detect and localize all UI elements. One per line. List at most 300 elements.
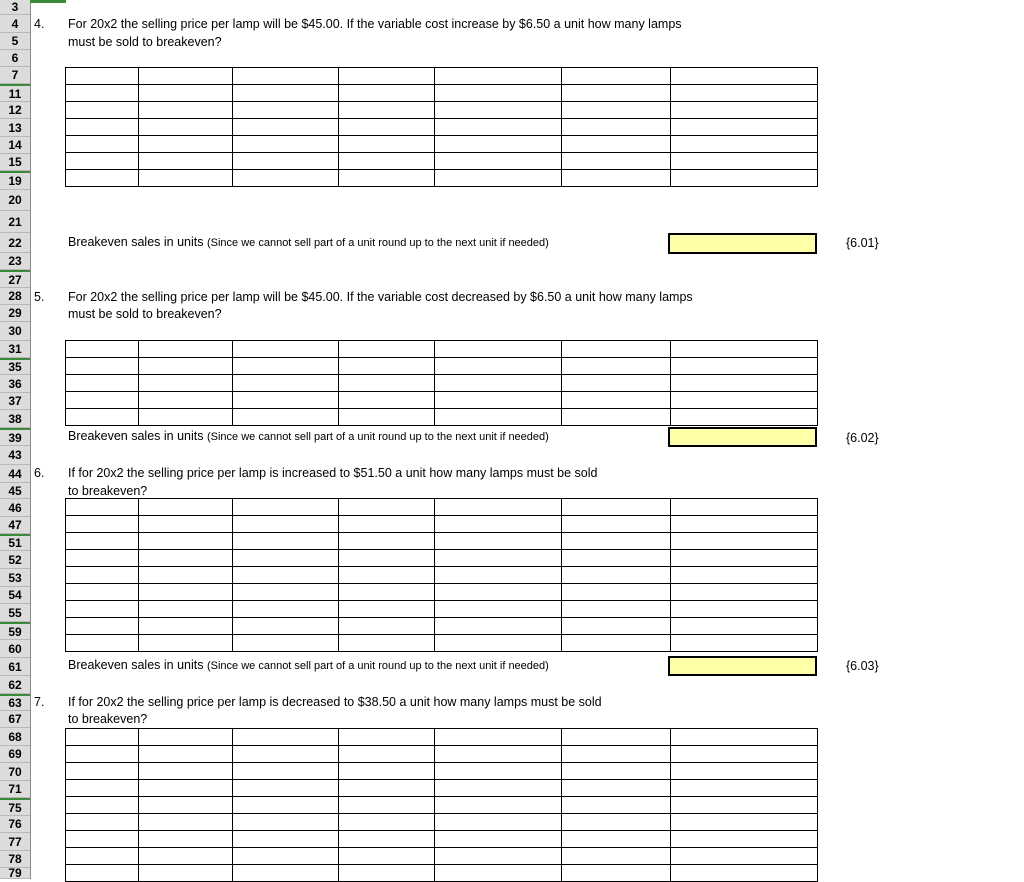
table-row (66, 780, 818, 797)
question-text: If for 20x2 the selling price per lamp is increased to $51.50 a unit how many lamps must be sold (68, 466, 598, 480)
grid-cell[interactable] (233, 136, 339, 153)
grid-cell[interactable] (562, 618, 671, 635)
grid-cell[interactable] (339, 499, 435, 516)
grid-cell[interactable] (562, 375, 671, 392)
grid-cell[interactable] (435, 153, 562, 170)
answer-cell[interactable] (668, 427, 817, 447)
grid-cell[interactable] (339, 358, 435, 375)
grid-cell[interactable] (339, 601, 435, 618)
grid-cell[interactable] (233, 729, 339, 746)
grid-cell[interactable] (435, 797, 562, 814)
grid-cell[interactable] (435, 341, 562, 358)
grid-cell[interactable] (339, 533, 435, 550)
grid-cell[interactable] (66, 729, 139, 746)
grid-cell[interactable] (671, 831, 818, 848)
grid-cell[interactable] (233, 797, 339, 814)
grid-cell[interactable] (139, 567, 233, 584)
grid-cell[interactable] (562, 153, 671, 170)
grid-cell[interactable] (671, 848, 818, 865)
grid-cell[interactable] (671, 516, 818, 533)
work-grid[interactable] (65, 340, 818, 426)
grid-cell[interactable] (139, 409, 233, 426)
grid-cell[interactable] (139, 746, 233, 763)
row-header[interactable]: 21 (0, 211, 30, 233)
grid-cell[interactable] (139, 763, 233, 780)
grid-cell[interactable] (671, 358, 818, 375)
grid-cell[interactable] (562, 533, 671, 550)
grid-cell[interactable] (66, 358, 139, 375)
table-row (66, 153, 818, 170)
grid-cell[interactable] (339, 102, 435, 119)
row-header[interactable]: 31 (0, 341, 30, 358)
work-grid[interactable] (65, 498, 818, 652)
grid-cell[interactable] (435, 814, 562, 831)
grid-cell[interactable] (339, 814, 435, 831)
grid-cell[interactable] (339, 153, 435, 170)
grid-cell[interactable] (66, 136, 139, 153)
grid-cell[interactable] (671, 102, 818, 119)
grid-cell[interactable] (233, 358, 339, 375)
grid-cell[interactable] (66, 550, 139, 567)
row-header[interactable]: 46 (0, 499, 30, 517)
row-header[interactable]: 23 (0, 253, 30, 270)
row-header[interactable]: 68 (0, 728, 30, 746)
grid-cell[interactable] (233, 68, 339, 85)
grid-cell[interactable] (671, 763, 818, 780)
row-header[interactable]: 37 (0, 393, 30, 410)
grid-cell[interactable] (233, 341, 339, 358)
grid-cell[interactable] (339, 797, 435, 814)
grid-cell[interactable] (435, 358, 562, 375)
grid-cell[interactable] (671, 746, 818, 763)
table-row (66, 848, 818, 865)
grid-cell[interactable] (339, 746, 435, 763)
grid-cell[interactable] (435, 499, 562, 516)
question-number: 7. (34, 695, 45, 709)
grid-cell[interactable] (66, 516, 139, 533)
grid-cell[interactable] (339, 392, 435, 409)
grid-cell[interactable] (339, 85, 435, 102)
grid-cell[interactable] (435, 729, 562, 746)
row-header[interactable]: 71 (0, 781, 30, 798)
row-header[interactable]: 13 (0, 119, 30, 137)
row-header[interactable]: 77 (0, 833, 30, 851)
grid-cell[interactable] (233, 102, 339, 119)
grid-cell[interactable] (339, 409, 435, 426)
row-header[interactable]: 70 (0, 763, 30, 781)
grid-cell[interactable] (233, 392, 339, 409)
grid-cell[interactable] (139, 392, 233, 409)
grid-cell[interactable] (562, 516, 671, 533)
grid-cell[interactable] (435, 533, 562, 550)
grid-cell[interactable] (435, 516, 562, 533)
grid-cell[interactable] (671, 618, 818, 635)
row-header[interactable]: 14 (0, 137, 30, 154)
table-row (66, 746, 818, 763)
grid-cell[interactable] (435, 601, 562, 618)
row-header[interactable]: 54 (0, 587, 30, 604)
grid-cell[interactable] (66, 409, 139, 426)
grid-cell[interactable] (435, 136, 562, 153)
grid-cell[interactable] (562, 499, 671, 516)
reference-code: {6.02} (846, 431, 879, 445)
grid-cell[interactable] (66, 746, 139, 763)
grid-cell[interactable] (233, 746, 339, 763)
grid-cell[interactable] (435, 392, 562, 409)
grid-cell[interactable] (139, 516, 233, 533)
grid-cell[interactable] (139, 375, 233, 392)
grid-cell[interactable] (562, 831, 671, 848)
grid-cell[interactable] (671, 68, 818, 85)
result-row (68, 234, 549, 252)
row-header[interactable]: 67 (0, 711, 30, 728)
grid-cell[interactable] (671, 153, 818, 170)
grid-cell[interactable] (233, 618, 339, 635)
work-grid[interactable] (65, 728, 818, 882)
grid-cell[interactable] (139, 814, 233, 831)
grid-cell[interactable] (139, 601, 233, 618)
grid-cell[interactable] (435, 170, 562, 187)
row-header[interactable]: 3 (0, 0, 30, 15)
grid-cell[interactable] (233, 763, 339, 780)
grid-cell[interactable] (562, 746, 671, 763)
table-row (66, 814, 818, 831)
grid-cell[interactable] (562, 358, 671, 375)
grid-cell[interactable] (66, 567, 139, 584)
grid-cell[interactable] (139, 618, 233, 635)
grid-cell[interactable] (562, 848, 671, 865)
question-text: If for 20x2 the selling price per lamp is decreased to $38.50 a unit how many lamps must be sold (68, 695, 602, 709)
row-header[interactable]: 7 (0, 67, 30, 84)
grid-cell[interactable] (233, 409, 339, 426)
question-text: to breakeven? (68, 484, 148, 498)
result-row (68, 428, 549, 446)
grid-cell[interactable] (339, 567, 435, 584)
row-header[interactable]: 15 (0, 154, 30, 171)
grid-cell[interactable] (339, 729, 435, 746)
row-header[interactable]: 11 (0, 84, 30, 102)
row-header[interactable]: 4 (0, 15, 30, 33)
grid-cell[interactable] (671, 601, 818, 618)
grid-cell[interactable] (339, 848, 435, 865)
grid-cell[interactable] (671, 780, 818, 797)
row-header[interactable]: 22 (0, 233, 30, 253)
grid-cell[interactable] (671, 392, 818, 409)
grid-cell[interactable] (66, 341, 139, 358)
question-text: to breakeven? (68, 712, 148, 726)
result-note: (Since we cannot sell part of a unit round up to the next unit if needed) (206, 237, 549, 249)
grid-cell[interactable] (339, 763, 435, 780)
grid-cell[interactable] (233, 814, 339, 831)
table-row (66, 831, 818, 848)
question-text: For 20x2 the selling price per lamp will be $45.00. If the variable cost increase by $6.50 a unit how many lamps (68, 17, 682, 31)
question-text: must be sold to breakeven? (68, 307, 222, 321)
table-row (66, 136, 818, 153)
row-header[interactable]: 29 (0, 305, 30, 322)
grid-cell[interactable] (66, 601, 139, 618)
table-row (66, 618, 818, 635)
grid-cell[interactable] (562, 341, 671, 358)
row-header[interactable]: 47 (0, 517, 30, 534)
table-row (66, 797, 818, 814)
table-row (66, 119, 818, 136)
grid-cell[interactable] (671, 499, 818, 516)
grid-cell[interactable] (671, 797, 818, 814)
grid-cell[interactable] (671, 814, 818, 831)
row-header[interactable]: 39 (0, 428, 30, 446)
table-row (66, 516, 818, 533)
grid-cell[interactable] (66, 533, 139, 550)
row-header[interactable]: 12 (0, 102, 30, 119)
grid-cell[interactable] (435, 763, 562, 780)
grid-cell[interactable] (233, 153, 339, 170)
row-header[interactable]: 27 (0, 270, 30, 288)
row-header[interactable]: 59 (0, 622, 30, 640)
grid-cell[interactable] (435, 68, 562, 85)
grid-cell[interactable] (66, 618, 139, 635)
grid-cell[interactable] (139, 68, 233, 85)
grid-cell[interactable] (671, 567, 818, 584)
grid-cell[interactable] (233, 584, 339, 601)
grid-cell[interactable] (562, 814, 671, 831)
grid-cell[interactable] (139, 85, 233, 102)
grid-cell[interactable] (233, 567, 339, 584)
grid-cell[interactable] (139, 170, 233, 187)
grid-cell[interactable] (671, 533, 818, 550)
grid-cell[interactable] (139, 136, 233, 153)
row-header[interactable]: 76 (0, 816, 30, 833)
row-header[interactable]: 19 (0, 171, 30, 190)
grid-cell[interactable] (233, 550, 339, 567)
grid-cell[interactable] (139, 153, 233, 170)
row-header[interactable]: 30 (0, 322, 30, 341)
grid-cell[interactable] (139, 119, 233, 136)
grid-cell[interactable] (139, 358, 233, 375)
grid-cell[interactable] (139, 848, 233, 865)
grid-cell[interactable] (233, 170, 339, 187)
grid-cell[interactable] (233, 848, 339, 865)
row-header[interactable]: 44 (0, 465, 30, 483)
grid-cell[interactable] (233, 119, 339, 136)
grid-cell[interactable] (139, 729, 233, 746)
grid-cell[interactable] (562, 797, 671, 814)
row-header[interactable]: 20 (0, 190, 30, 211)
grid-cell[interactable] (435, 584, 562, 601)
table-row (66, 409, 818, 426)
grid-cell[interactable] (671, 136, 818, 153)
grid-cell[interactable] (233, 601, 339, 618)
table-row (66, 567, 818, 584)
grid-cell[interactable] (139, 102, 233, 119)
row-header[interactable]: 78 (0, 851, 30, 868)
result-note: (Since we cannot sell part of a unit round up to the next unit if needed) (206, 660, 549, 672)
grid-cell[interactable] (562, 729, 671, 746)
grid-cell[interactable] (562, 550, 671, 567)
grid-cell[interactable] (671, 584, 818, 601)
grid-cell[interactable] (339, 550, 435, 567)
work-grid[interactable] (65, 67, 818, 187)
grid-cell[interactable] (66, 119, 139, 136)
grid-cell[interactable] (562, 567, 671, 584)
grid-cell[interactable] (233, 635, 339, 652)
grid-cell[interactable] (562, 780, 671, 797)
table-row (66, 102, 818, 119)
grid-cell[interactable] (339, 341, 435, 358)
row-header[interactable]: 52 (0, 551, 30, 569)
table-row (66, 533, 818, 550)
row-header[interactable]: 61 (0, 658, 30, 676)
grid-cell[interactable] (339, 170, 435, 187)
row-header[interactable]: 28 (0, 288, 30, 305)
grid-cell[interactable] (562, 584, 671, 601)
grid-cell[interactable] (339, 516, 435, 533)
grid-cell[interactable] (671, 550, 818, 567)
grid-cell[interactable] (66, 170, 139, 187)
grid-cell[interactable] (435, 409, 562, 426)
grid-cell[interactable] (66, 392, 139, 409)
grid-cell[interactable] (139, 797, 233, 814)
answer-cell[interactable] (668, 656, 817, 676)
grid-cell[interactable] (562, 102, 671, 119)
grid-cell[interactable] (671, 409, 818, 426)
grid-cell[interactable] (435, 831, 562, 848)
grid-cell[interactable] (66, 814, 139, 831)
grid-cell[interactable] (139, 831, 233, 848)
grid-cell[interactable] (562, 409, 671, 426)
grid-cell[interactable] (435, 85, 562, 102)
grid-cell[interactable] (233, 85, 339, 102)
grid-cell[interactable] (435, 746, 562, 763)
grid-cell[interactable] (562, 85, 671, 102)
grid-cell[interactable] (435, 550, 562, 567)
grid-cell[interactable] (562, 635, 671, 652)
table-row (66, 499, 818, 516)
grid-cell[interactable] (233, 499, 339, 516)
grid-cell[interactable] (339, 68, 435, 85)
grid-cell[interactable] (66, 848, 139, 865)
table-row (66, 550, 818, 567)
table-row (66, 85, 818, 102)
row-header[interactable]: 38 (0, 410, 30, 428)
row-header[interactable]: 75 (0, 798, 30, 816)
row-header[interactable]: 62 (0, 676, 30, 694)
row-header[interactable]: 55 (0, 604, 30, 622)
answer-cell[interactable] (668, 233, 817, 254)
row-header[interactable]: 69 (0, 746, 30, 763)
result-label: Breakeven sales in units (68, 658, 204, 672)
grid-cell[interactable] (66, 635, 139, 652)
grid-cell[interactable] (435, 618, 562, 635)
row-header[interactable]: 79 (0, 868, 30, 879)
row-header[interactable]: 51 (0, 534, 30, 551)
result-label: Breakeven sales in units (68, 235, 204, 249)
grid-cell[interactable] (339, 635, 435, 652)
grid-cell[interactable] (435, 635, 562, 652)
grid-cell[interactable] (671, 341, 818, 358)
grid-cell[interactable] (339, 136, 435, 153)
grid-cell[interactable] (671, 170, 818, 187)
question-text: must be sold to breakeven? (68, 35, 222, 49)
row-header[interactable]: 60 (0, 640, 30, 658)
row-header[interactable]: 36 (0, 375, 30, 393)
grid-cell[interactable] (66, 763, 139, 780)
grid-cell[interactable] (139, 499, 233, 516)
table-row (66, 68, 818, 85)
grid-cell[interactable] (435, 567, 562, 584)
table-row (66, 170, 818, 187)
grid-cell[interactable] (66, 375, 139, 392)
grid-cell[interactable] (339, 584, 435, 601)
grid-cell[interactable] (233, 375, 339, 392)
table-row (66, 601, 818, 618)
grid-cell[interactable] (66, 831, 139, 848)
grid-cell[interactable] (139, 341, 233, 358)
grid-cell[interactable] (435, 375, 562, 392)
grid-cell[interactable] (233, 533, 339, 550)
grid-cell[interactable] (339, 618, 435, 635)
result-row (68, 657, 549, 675)
row-header[interactable]: 6 (0, 50, 30, 67)
grid-cell[interactable] (671, 375, 818, 392)
grid-cell[interactable] (339, 831, 435, 848)
row-header[interactable]: 63 (0, 694, 30, 711)
grid-cell[interactable] (233, 780, 339, 797)
grid-cell[interactable] (139, 584, 233, 601)
grid-cell[interactable] (671, 85, 818, 102)
worksheet (31, 0, 1024, 879)
grid-cell[interactable] (233, 516, 339, 533)
row-header[interactable]: 35 (0, 358, 30, 375)
table-row (66, 729, 818, 746)
row-header[interactable]: 5 (0, 33, 30, 50)
grid-cell[interactable] (66, 499, 139, 516)
grid-cell[interactable] (66, 85, 139, 102)
grid-cell[interactable] (562, 170, 671, 187)
row-header[interactable]: 45 (0, 483, 30, 499)
grid-cell[interactable] (671, 729, 818, 746)
grid-cell[interactable] (66, 153, 139, 170)
table-row (66, 763, 818, 780)
grid-cell[interactable] (233, 831, 339, 848)
grid-cell[interactable] (562, 68, 671, 85)
grid-cell[interactable] (339, 780, 435, 797)
grid-cell[interactable] (66, 68, 139, 85)
grid-cell[interactable] (562, 763, 671, 780)
grid-cell[interactable] (435, 780, 562, 797)
grid-cell[interactable] (139, 550, 233, 567)
grid-cell[interactable] (66, 780, 139, 797)
grid-cell[interactable] (435, 119, 562, 136)
grid-cell[interactable] (562, 119, 671, 136)
grid-cell[interactable] (66, 584, 139, 601)
row-header[interactable]: 43 (0, 446, 30, 465)
grid-cell[interactable] (435, 102, 562, 119)
row-header[interactable]: 53 (0, 569, 30, 587)
grid-cell[interactable] (339, 119, 435, 136)
grid-cell[interactable] (671, 635, 818, 652)
grid-cell[interactable] (66, 102, 139, 119)
grid-cell[interactable] (139, 635, 233, 652)
grid-cell[interactable] (562, 601, 671, 618)
grid-cell[interactable] (671, 119, 818, 136)
grid-cell[interactable] (66, 797, 139, 814)
grid-cell[interactable] (562, 392, 671, 409)
grid-cell[interactable] (139, 533, 233, 550)
grid-cell[interactable] (435, 848, 562, 865)
grid-cell[interactable] (339, 375, 435, 392)
grid-cell[interactable] (562, 136, 671, 153)
grid-cell[interactable] (139, 780, 233, 797)
